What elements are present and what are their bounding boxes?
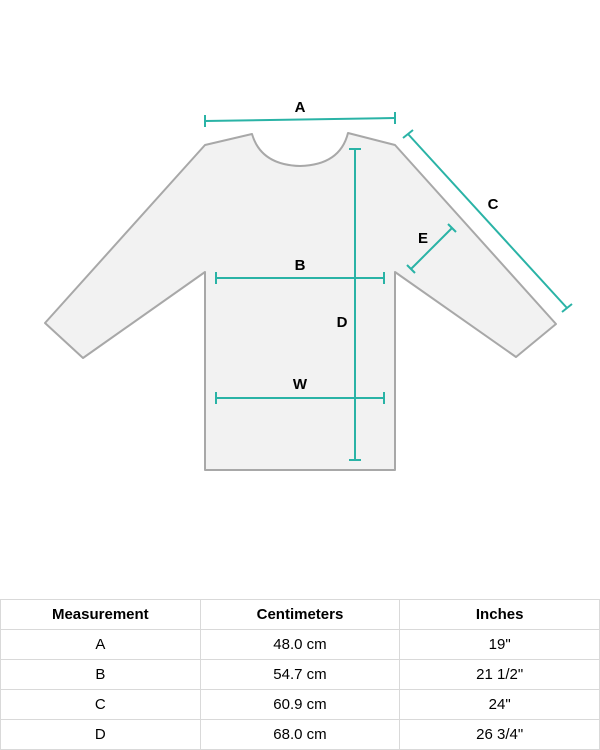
sweater-outline [45,133,556,470]
size-table [0,599,600,750]
cell-measurement: B [1,660,201,690]
header-centimeters: Centimeters [200,600,400,630]
cell-measurement: C [1,690,201,720]
header-inches: Inches [400,600,600,630]
cell-inches: 21 1/2" [400,660,600,690]
table-row [1,630,600,660]
label-b: B [294,257,306,274]
label-a: A [294,99,306,116]
cell-inches: 26 3/4" [400,720,600,750]
cell-measurement: D [1,720,201,750]
cell-measurement: A [1,630,201,660]
cell-centimeters: 68.0 cm [200,720,400,750]
table-header-row [1,600,600,630]
cell-centimeters: 60.9 cm [200,690,400,720]
table-row [1,720,600,750]
label-d: D [336,314,348,331]
table-row [1,690,600,720]
cell-inches: 19" [400,630,600,660]
label-e: E [417,230,429,247]
label-w: W [292,376,308,393]
cell-centimeters: 48.0 cm [200,630,400,660]
table-row [1,660,600,690]
cell-inches: 24" [400,690,600,720]
label-c: C [487,196,499,213]
header-measurement: Measurement [1,600,201,630]
cell-centimeters: 54.7 cm [200,660,400,690]
